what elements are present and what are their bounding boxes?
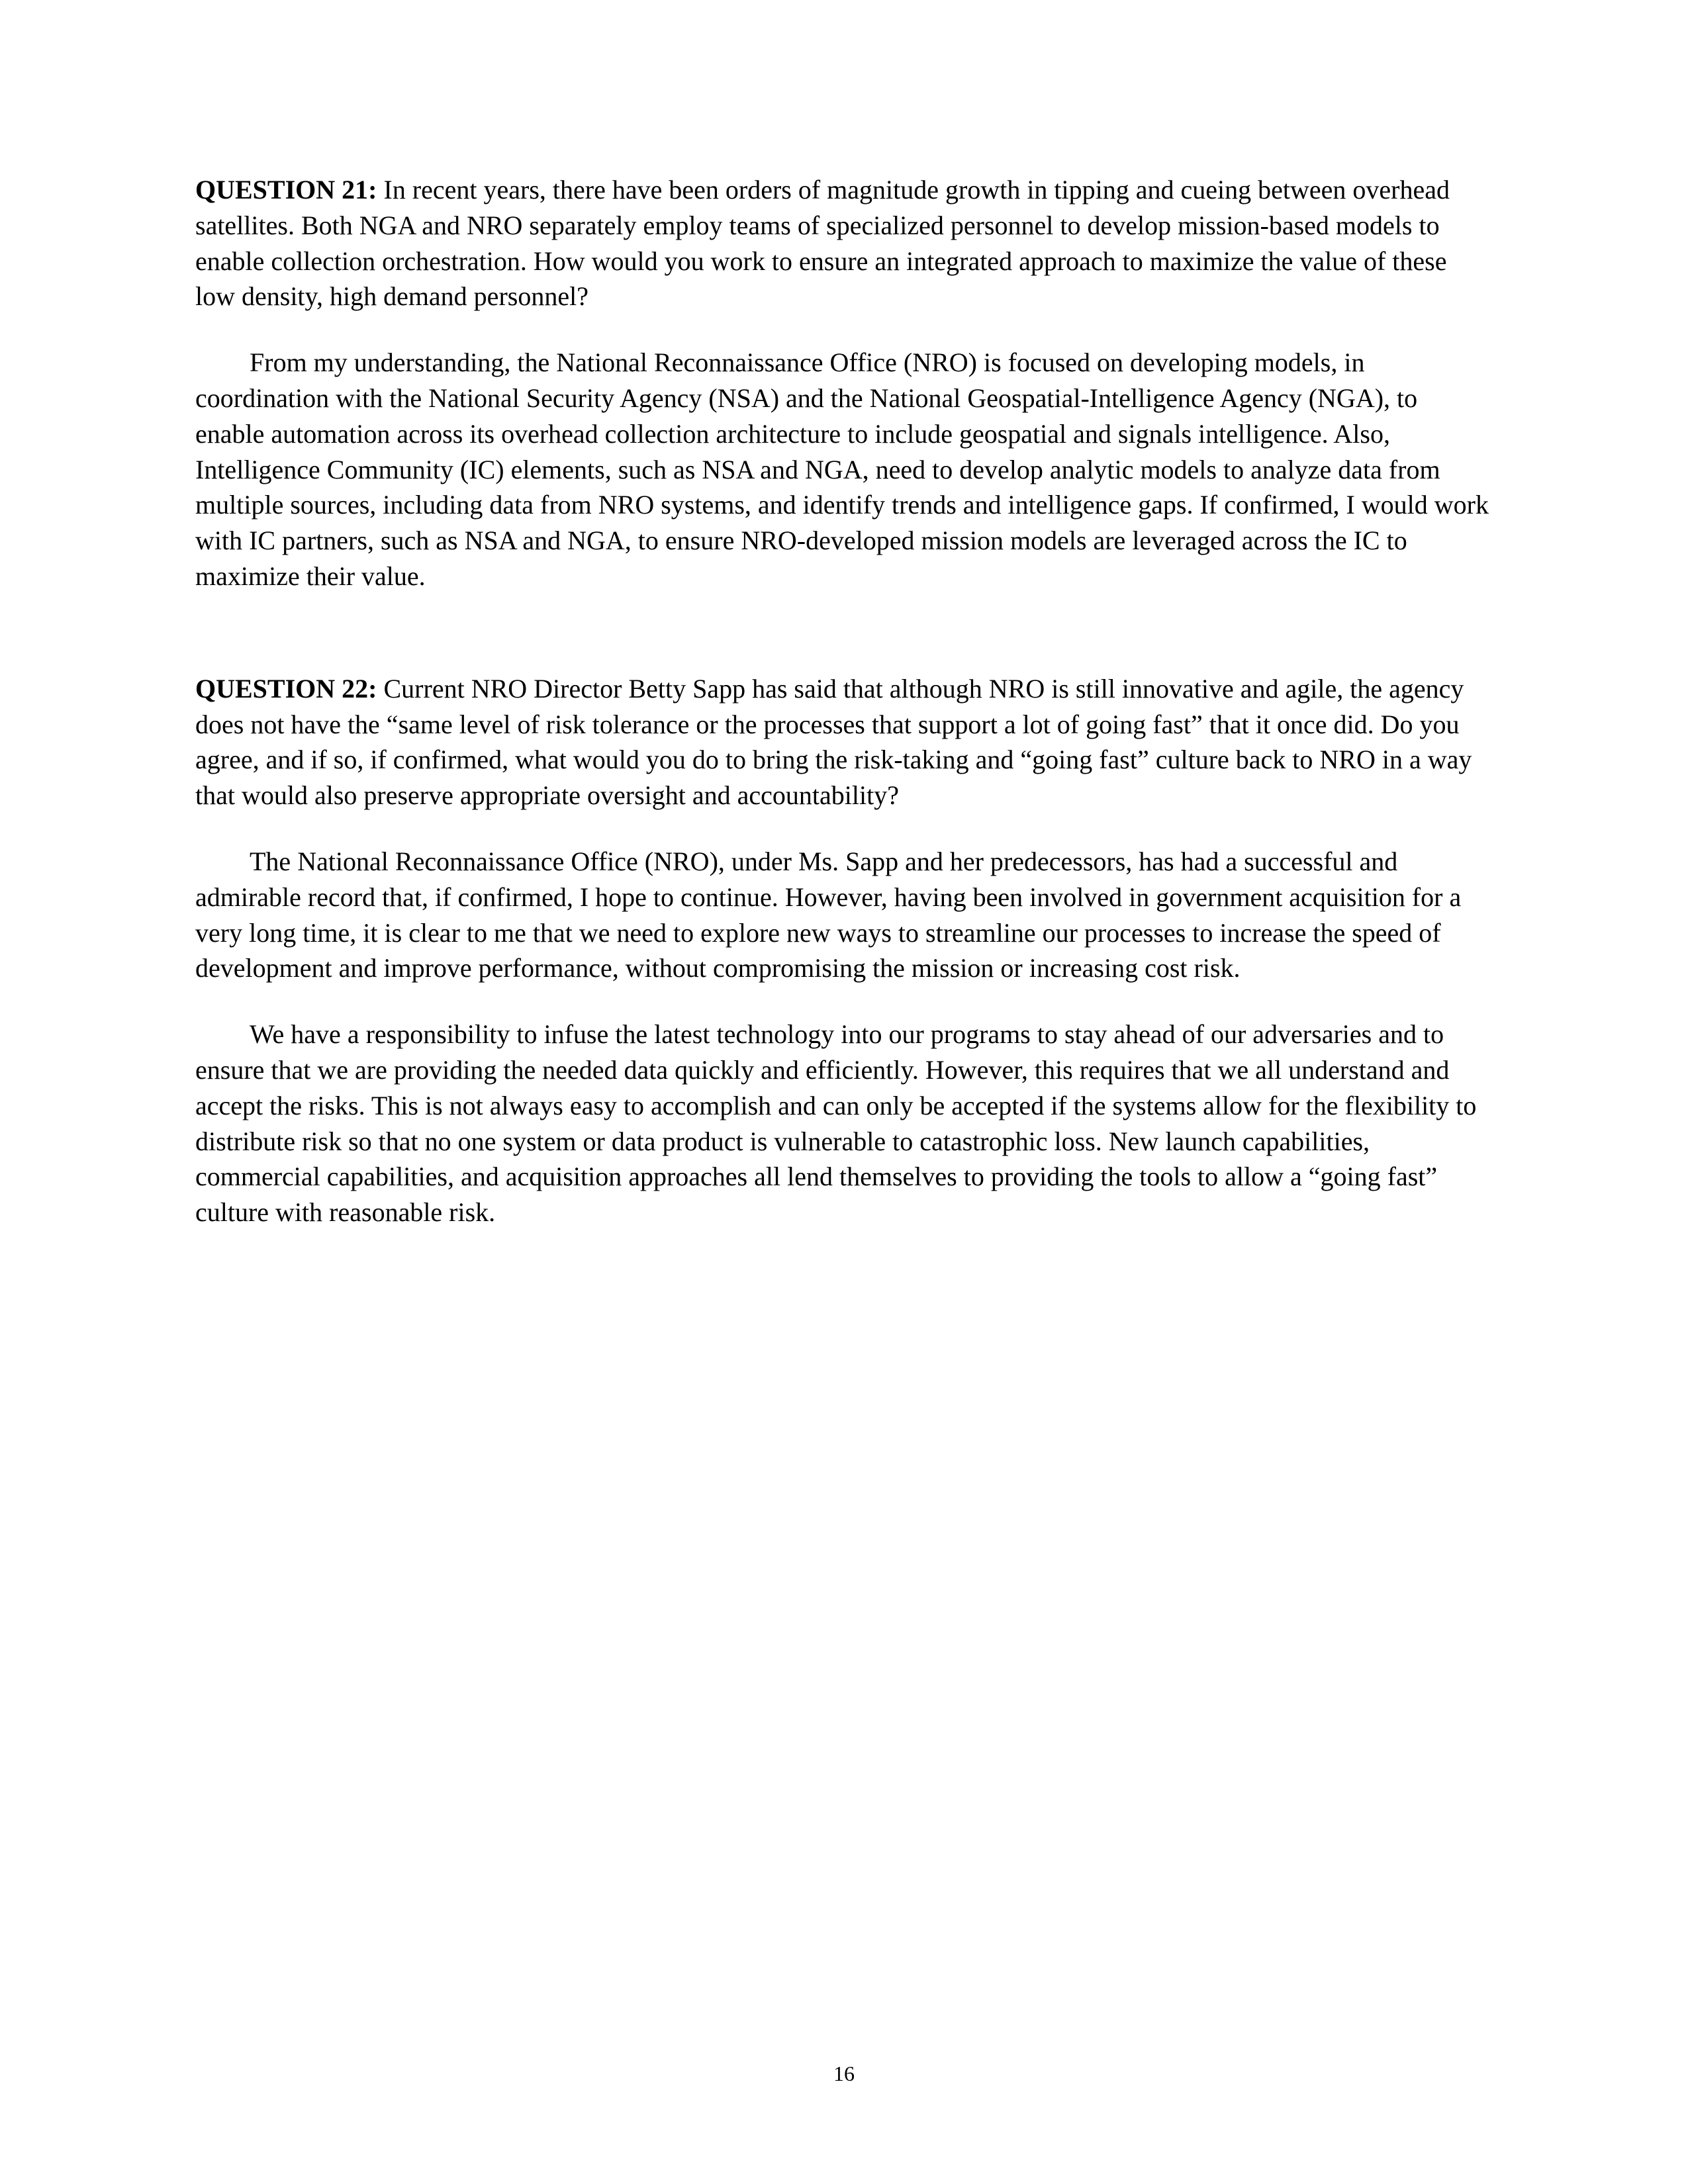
question-21-text: In recent years, there have been orders of magnitude growth in tipping and cueing between overhead satellites. Both NGA and NRO separately employ teams of specialized personnel to develop mission-based models to enable collection orchestration. How would you work to ensure an integrated approach to maximize the value of these low density, high demand personnel? <box>195 175 1450 312</box>
document-body <box>195 172 1493 1230</box>
answer-22-paragraph-1: The National Reconnaissance Office (NRO), under Ms. Sapp and her predecessors, has had a successful and admirable record that, if confirmed, I hope to continue. However, having been involved in government acquisition for a very long time, it is clear to me that we need to explore new ways to streamline our processes to increase the speed of development and improve performance, without compromising the mission or increasing cost risk. <box>195 846 1462 983</box>
spacer <box>195 813 1493 844</box>
spacer <box>195 986 1493 1017</box>
question-22-label: QUESTION 22: <box>195 673 377 704</box>
question-21-paragraph <box>195 172 1493 314</box>
page-number: 16 <box>833 2062 855 2085</box>
question-22-text: Current NRO Director Betty Sapp has said that although NRO is still innovative and agile, the agency does not have the “same level of risk tolerance or the processes that support a lot of going fast” that it once did. Do you agree, and if so, if confirmed, what would you do to bring the risk-taking and “going fast” culture back to NRO in a way that would also preserve appropriate oversight and accountability? <box>195 673 1472 811</box>
spacer <box>195 594 1493 671</box>
question-22-paragraph <box>195 671 1493 813</box>
question-21-label: QUESTION 21: <box>195 175 377 205</box>
answer-22-paragraph-2: We have a responsibility to infuse the latest technology into our programs to stay ahead of our adversaries and to ensure that we are providing the needed data quickly and efficiently. However, this requires that we all understand and accept the risks. This is not always easy to accomplish and can only be accepted if the systems allow for the flexibility to distribute risk so that no one system or data product is vulnerable to catastrophic loss. New launch capabilities, commercial capabilities, and acquisition approaches all lend themselves to providing the tools to allow a “going fast” culture with reasonable risk. <box>195 1019 1477 1228</box>
spacer <box>195 314 1493 345</box>
answer-21-paragraph: From my understanding, the National Reconnaissance Office (NRO) is focused on developing models, in coordination with the National Security Agency (NSA) and the National Geospatial-Intelligence Agency (NGA), to enable automation across its overhead collection architecture to include geospatial and signals intelligence. Also, Intelligence Community (IC) elements, such as NSA and NGA, need to develop analytic models to analyze data from multiple sources, including data from NRO systems, and identify trends and intelligence gaps. If confirmed, I would work with IC partners, such as NSA and NGA, to ensure NRO-developed mission models are leveraged across the IC to maximize their value. <box>195 347 1489 591</box>
